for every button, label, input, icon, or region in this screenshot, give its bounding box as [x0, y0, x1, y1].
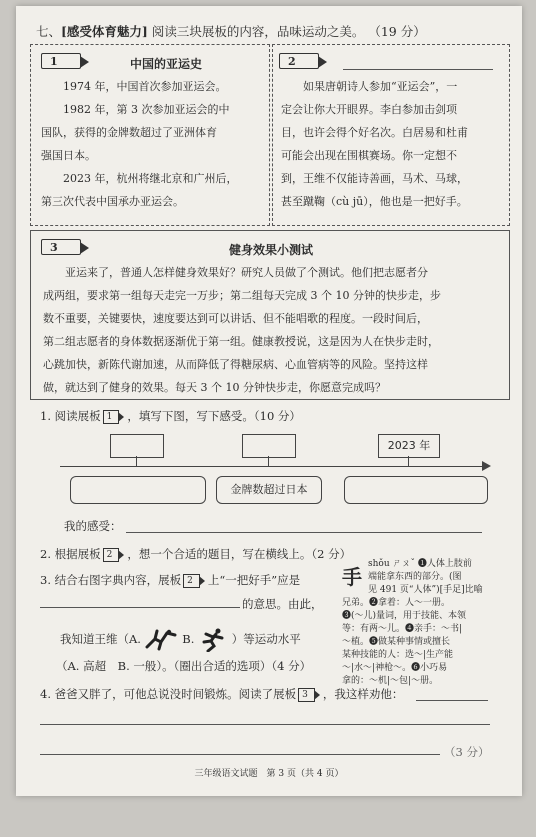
q1-suffix: ，填写下图，写下感受。（10 分）: [127, 409, 301, 423]
panel-1-text: [41, 75, 261, 213]
dictionary-line: 端能拿东西的部分。(图: [368, 572, 462, 582]
dictionary-line: 兄弟。❷拿着：人～一册。: [342, 598, 451, 608]
q3-option-b: B.: [182, 632, 195, 646]
question-3: [40, 572, 300, 588]
q4-prefix: 4. 爸爸又胖了，可他总说没时间锻炼。阅读了展板: [40, 687, 297, 701]
panel-2-badge: 2: [279, 53, 319, 69]
section-title: [36, 22, 426, 40]
dictionary-line: 拿的：～机|～包|～册。: [342, 676, 439, 686]
q3-panel-badge: 2: [183, 574, 200, 588]
section-score: （19 分）: [368, 24, 426, 39]
panel-2: [272, 44, 510, 226]
q3-line3: [60, 628, 301, 652]
panel-1-heading: 中国的亚运史: [129, 57, 202, 71]
running-icon: [198, 628, 228, 652]
panel-3-line: 心跳加快，新陈代谢加速，从而降低了得糖尿病、心血管病等的风险。坚持这样: [43, 358, 428, 371]
q3-middle: 上“一把好手”应是: [207, 573, 301, 587]
panel-2-line: 如果唐朝诗人参加“亚运会”，一: [303, 80, 458, 93]
dictionary-line: shǒu ㄕㄡˇ ❶人体上肢前: [368, 559, 472, 569]
panel-3-heading: 健身效果小测试: [228, 243, 313, 257]
dictionary-line: ❸(～儿)量词，用于技能、本领: [342, 611, 467, 621]
q3-options: （A. 高超 B. 一般）。（圈出合适的选项）（4 分）: [56, 659, 312, 673]
panel-3-line: 亚运来了，普通人怎样健身效果好？研究人员做了个测试。他们把志愿者分: [65, 266, 428, 279]
panel-1-line: 强国日本。: [41, 149, 96, 162]
timeline-answer-box-2: 金牌数超过日本: [216, 476, 322, 504]
q2-panel-badge: 2: [103, 548, 120, 562]
q4-answer-line-1[interactable]: [416, 700, 488, 701]
panel-1-line: 第三次代表中国承办亚运会。: [41, 195, 184, 208]
q3-line2: 的意思。由此，: [242, 597, 323, 611]
timeline-year-box: 2023 年: [378, 434, 440, 458]
panel-1-line: 2023 年，杭州将继北京和广州后，: [63, 172, 238, 185]
timeline-axis: [60, 466, 484, 467]
panel-2-line: 甚至蹴鞠（cù jū），他也是一把好手。: [281, 195, 468, 208]
question-1: [40, 408, 301, 424]
exam-page: [16, 6, 522, 796]
timeline-top-box-2[interactable]: [242, 434, 296, 458]
panel-3: [30, 230, 510, 400]
q4-panel-badge: 3: [298, 688, 315, 702]
panel-3-text: [43, 261, 499, 399]
panel-1-line: 1974 年，中国首次参加亚运会。: [63, 80, 227, 93]
q4-score: （3 分）: [444, 745, 490, 759]
timeline-connector: [408, 456, 409, 466]
panel-3-line: 成两组，要求第一组每天走完一万步；第二组每天完成 3 个 10 分钟的快步走，步: [43, 289, 441, 302]
panel-3-line: 做，就达到了健身的效果。每天 3 个 10 分钟快步走，你愿意完成吗？: [43, 381, 386, 394]
panel-1-badge: 1: [41, 53, 81, 69]
q3-know-suffix: ）等运动水平: [231, 632, 301, 646]
panel-3-line: 数不重要，关键要快，速度要达到可以讲话、但不能唱歌的程度。一段时间后，: [43, 312, 428, 325]
panel-2-line: 到，王维不仅能诗善画，马术、马球，: [281, 172, 468, 185]
q4-suffix: ，我这样劝他：: [322, 687, 404, 701]
panel-3-badge: 3: [41, 239, 81, 255]
panel-3-line: 第二组志愿者的身体数据逐渐优于第一组。健康教授说，这是因为人在快步走时，: [43, 335, 439, 348]
question-4: [40, 686, 403, 702]
q2-suffix: ，想一个合适的题目，写在横线上。（2 分）: [127, 547, 352, 561]
timeline-connector: [136, 456, 137, 466]
section-instruction: 阅读三块展板的内容，品味运动之美。: [151, 24, 365, 39]
q4-answer-line-3[interactable]: [40, 754, 440, 755]
section-number: 七、: [36, 24, 62, 39]
q3-know-prefix: 我知道王维（A.: [60, 632, 141, 646]
timeline-connector: [268, 456, 269, 466]
panel-1: [30, 44, 270, 226]
q4-answer-line-2[interactable]: [40, 724, 490, 725]
timeline-answer-box-3[interactable]: [344, 476, 488, 504]
dictionary-line: 某种技能的人：选～|生产能: [342, 650, 454, 660]
q3-prefix: 3. 结合右图字典内容，展板: [40, 573, 182, 587]
dictionary-entry-body: [342, 584, 516, 688]
panel-2-line: 目，也许会得个好名次。白居易和杜甫: [281, 126, 468, 139]
question-2: [40, 546, 351, 562]
q2-prefix: 2. 根据展板: [40, 547, 101, 561]
panel-2-line: 定会让你大开眼界。李白参加击剑项: [281, 103, 457, 116]
my-feeling-label: 我的感受：: [64, 519, 122, 533]
q1-panel-badge: 1: [103, 410, 120, 424]
dictionary-entry: [368, 558, 516, 584]
dictionary-line: 见 491 页“人体”)[手足]比喻: [368, 585, 483, 595]
panel-2-title-line: [343, 69, 493, 70]
dictionary-line: ～|水～|神枪～。❻小巧易: [342, 663, 448, 673]
football-icon: [145, 629, 179, 651]
dictionary-character: 手: [342, 565, 362, 589]
q1-prefix: 1. 阅读展板: [40, 409, 101, 423]
q3-answer-line[interactable]: [40, 607, 240, 608]
panel-2-text: [281, 75, 503, 213]
timeline-top-box-1[interactable]: [110, 434, 164, 458]
dictionary-line: ～植。❺做某种事情或擅长: [342, 637, 451, 647]
panel-2-line: 可能会出现在围棋赛场。你一定想不: [281, 149, 457, 162]
timeline-arrow-icon: [482, 461, 491, 471]
timeline-answer-box-1[interactable]: [70, 476, 206, 504]
my-feeling-answer-line[interactable]: [126, 532, 482, 533]
dictionary-line: 等：有两～儿。❹亲手：～书|: [342, 624, 463, 634]
panel-1-line: 国队，获得的金牌数超过了亚洲体育: [41, 126, 217, 139]
page-footer: 三年级语文试题 第 3 页（共 4 页）: [194, 769, 344, 779]
panel-1-line: 1982 年，第 3 次参加亚运会的中: [63, 103, 230, 116]
section-bracket-title: [感受体育魅力]: [61, 24, 148, 39]
